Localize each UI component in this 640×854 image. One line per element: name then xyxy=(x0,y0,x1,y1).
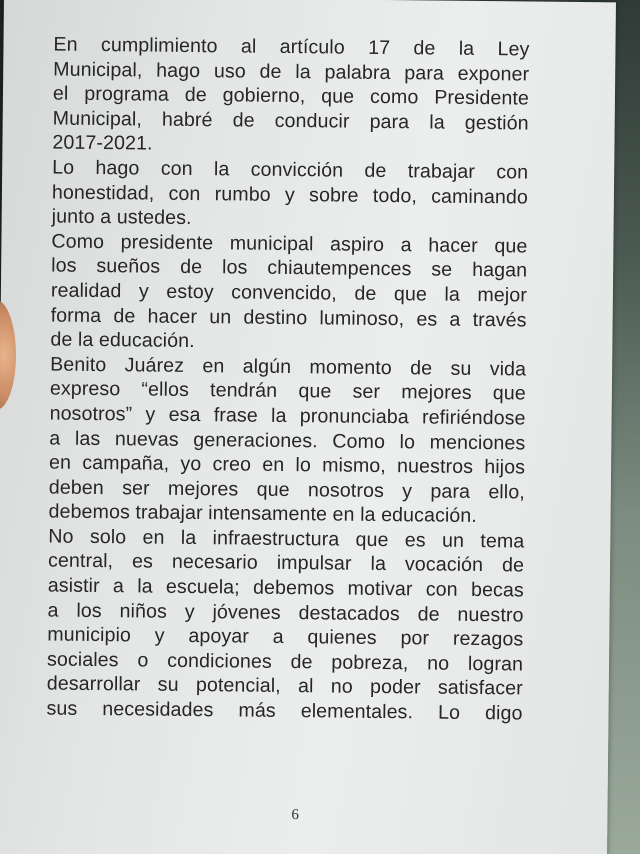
text-line: No solo en la infraestructura que es un tema xyxy=(48,525,525,553)
text-line: municipio y apoyar a quienes por rezagos xyxy=(47,623,524,651)
text-line: honestidad, con rumbo y sobre todo, caminando xyxy=(51,181,529,209)
text-line: Como presidente municipal aspiro a hacer que xyxy=(51,230,528,258)
paragraph-4 xyxy=(48,352,526,529)
text-line: En cumplimiento al artículo 17 de la Ley xyxy=(53,33,530,61)
text-line: Municipal, habré de conducir para la gestión xyxy=(52,107,529,135)
text-line: junto a ustedes. xyxy=(51,205,192,230)
paragraph-1 xyxy=(52,33,529,161)
text-line: expreso “ellos tendrán que ser mejores que xyxy=(49,377,526,405)
paragraph-3 xyxy=(50,229,527,357)
text-line: realidad y estoy convencido, de que la mejor xyxy=(50,279,528,307)
text-line: Benito Juárez en algún momento de su vida xyxy=(50,353,527,381)
paragraph-2 xyxy=(52,155,529,234)
text-line: central, es necesario impulsar la vocación de xyxy=(47,549,525,577)
text-line: a las nuevas generaciones. Como lo menciones xyxy=(49,426,526,454)
paragraph-5 xyxy=(46,524,524,726)
text-line: desarrollar su potencial, al no poder satisfacer xyxy=(46,672,523,700)
text-line: el programa de gobierno, que como Presidente xyxy=(52,82,530,110)
text-line: los sueños de los chiautempences se hagan xyxy=(51,254,528,282)
text-line: forma de hacer un destino luminoso, es a través xyxy=(50,304,527,332)
text-line: Lo hago con la convicción de trabajar con xyxy=(52,156,529,184)
text-line: nosotros” y esa frase la pronunciaba refiriéndose xyxy=(49,402,526,430)
text-line: en campaña, yo creo en lo mismo, nuestros hijos xyxy=(49,451,526,479)
text-line: 2017-2021. xyxy=(52,131,153,155)
text-line: a los niños y jóvenes destacados de nuestro xyxy=(47,599,524,627)
page-number: 6 xyxy=(291,807,300,824)
text-line: Municipal, hago uso de la palabra para exponer xyxy=(53,58,530,86)
text-line: sus necesidades más elementales. Lo digo xyxy=(46,697,523,725)
text-line: debemos trabajar intensamente en la educación. xyxy=(48,500,478,528)
body-text xyxy=(46,33,529,727)
text-line: asistir a la escuela; debemos motivar con becas xyxy=(47,574,524,602)
text-line: de la educación. xyxy=(50,328,195,353)
text-line: deben ser mejores que nosotros y para ello, xyxy=(48,476,525,504)
text-line: sociales o condiciones de pobreza, no logran xyxy=(46,648,524,676)
